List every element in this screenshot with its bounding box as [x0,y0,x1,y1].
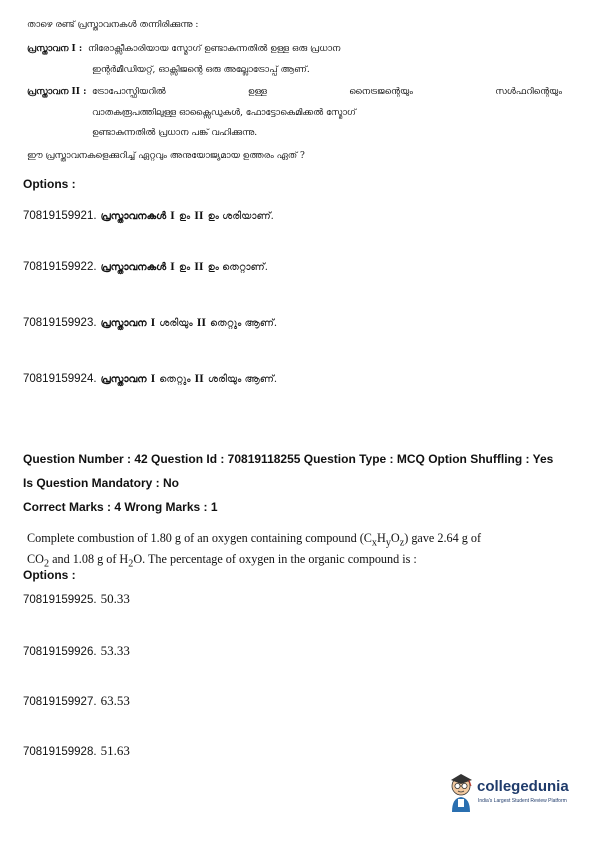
q42-text: and 1.08 g of H [49,552,129,567]
statement2-line1: ട്രോപോസ്ഫിയറിൽ ഉള്ള നൈട്രജന്റെയും സൾഫറിന്റെയും [92,87,562,97]
option-id: 70819159928. [23,746,97,758]
q42-option-4[interactable] [23,742,130,760]
statement1-label: പ്രസ്താവന I : [27,44,83,54]
logo-wordmark: collegedunia [477,778,569,795]
statement1-line1: നിരോക്സീകാരിയായ സ്മോഗ് ഉണ്ടാകുന്നതിൽ ഉള്ള ഒരു പ്രധാന [88,44,341,54]
option-value: 63.53 [100,693,130,708]
q42-text: CO [27,552,44,567]
subscript: x [371,537,377,549]
option-id: 70819159927. [23,696,97,708]
statement2-line3: ഉണ്ടാകുന്നതിൽ പ്രധാന പങ്ക് വഹിക്കുന്നു. [92,128,258,138]
roman-numeral: II [196,315,207,329]
collegedunia-logo [447,772,569,814]
option-value: 50.33 [100,591,130,606]
option-text: തെറ്റും [159,374,191,385]
q42-meta-line2: Is Question Mandatory : No [23,476,180,490]
option-text: ശരിയും [159,318,193,329]
option-id: 70819159925. [23,594,97,606]
roman-numeral: I [170,259,175,273]
statement1-line2: ഇന്റർമീഡിയറ്റ്, ഓക്സിജന്റെ ഒരു അല്ലോട്രോപ്പ് ആണ്. [92,65,310,75]
q42-question-text [27,530,497,573]
student-mascot-icon [447,772,477,814]
q42-meta-line1: Question Number : 42 Question Id : 70819118255 Question Type : MCQ Option Shuffling : Yes [23,452,554,466]
q42-options-label: Options : [23,568,76,582]
roman-numeral: I [170,208,175,222]
subscript: 2 [128,558,134,570]
logo-tagline: India's Largest Student Review Platform [478,798,567,804]
q41-option-1[interactable] [23,206,274,224]
roman-numeral: I [150,315,156,329]
q41-options-label: Options : [23,177,76,191]
option-text-prefix: പ്രസ്താവനകൾ [100,211,167,222]
option-id: 70819159922. [23,261,97,273]
option-text: ഉം ശരിയാണ്. [207,211,274,222]
option-id: 70819159923. [23,317,97,329]
option-text: ഉം തെറ്റാണ്. [207,262,268,273]
option-value: 53.33 [100,643,130,658]
statement2-label: പ്രസ്താവന II : [27,87,87,97]
option-text: ഉം [178,262,191,273]
q42-option-3[interactable] [23,692,130,710]
q41-option-4[interactable] [23,369,277,387]
roman-numeral: II [194,208,204,222]
roman-numeral: II [194,259,204,273]
option-id: 70819159921. [23,210,97,222]
option-text-prefix: പ്രസ്താവന [100,374,147,385]
option-id: 70819159926. [23,646,97,658]
option-text-prefix: പ്രസ്താവനകൾ [100,262,167,273]
q42-meta-line3: Correct Marks : 4 Wrong Marks : 1 [23,500,218,514]
option-text: ശരിയും ആണ്. [207,374,278,385]
q41-option-3[interactable] [23,313,277,331]
option-text: തെറ്റും ആണ്. [210,318,278,329]
q42-option-1[interactable] [23,590,130,608]
subscript: y [385,537,391,549]
option-value: 51.63 [100,743,130,758]
option-id: 70819159924. [23,373,97,385]
q42-text: O [390,531,400,545]
option-text: ഉം [178,211,191,222]
q41-option-2[interactable] [23,257,268,275]
roman-numeral: I [150,371,156,385]
roman-numeral: II [194,371,204,385]
subscript: z [399,537,405,549]
q41-intro: താഴെ രണ്ട് പ്രസ്താവനകൾ തന്നിരിക്കുന്നു : [27,20,199,30]
q42-option-2[interactable] [23,642,130,660]
q42-text: ) gave 2.64 g of [404,531,482,545]
q42-text: H [377,531,386,545]
subscript: 2 [43,558,50,570]
q42-text: O. The percentage of oxygen in the organic compound is : [133,552,417,567]
q42-text: Complete combustion of 1.80 g of an oxygen containing compound (C [27,531,372,545]
q41-question: ഈ പ്രസ്താവനകളെക്കുറിച്ച് ഏറ്റവും അനുയോജ്യമായ ഉത്തരം ഏത് ? [27,151,305,161]
option-text-prefix: പ്രസ്താവന [100,318,147,329]
statement2-line2: വാതകരൂപത്തിലുള്ള ഓക്സൈഡുകൾ, ഫോട്ടോകെമിക്കൽ സ്മോഗ് [92,108,356,118]
